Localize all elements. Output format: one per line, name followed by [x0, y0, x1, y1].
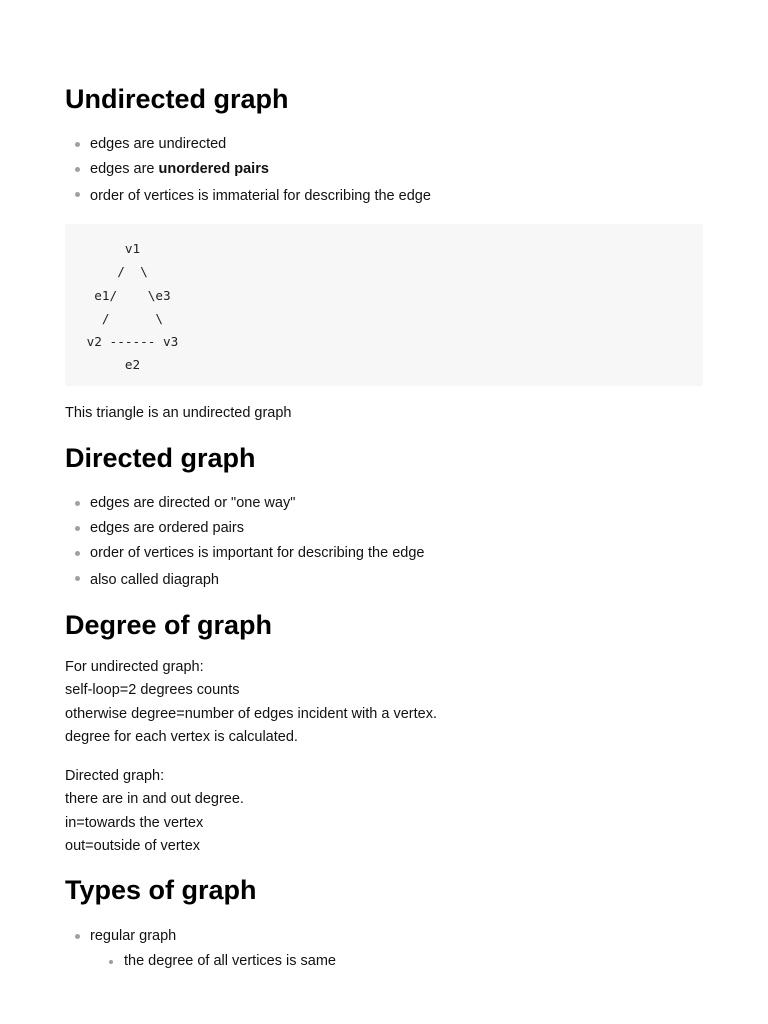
- list-item-text: edges are ordered pairs: [90, 520, 244, 536]
- bold-phrase: unordered pairs: [158, 161, 269, 177]
- diagram-caption: This triangle is an undirected graph: [65, 405, 292, 421]
- sub-list-item-text: the degree of all vertices is same: [124, 953, 336, 969]
- types-bullet-list: [65, 929, 336, 978]
- list-item-text: also called diagraph: [90, 572, 219, 588]
- list-item-text: order of vertices is important for describing the edge: [90, 545, 425, 561]
- list-item-text: regular graph: [90, 928, 177, 944]
- list-item-text: edges are directed or "one way": [90, 495, 296, 511]
- degree-undirected-paragraph: For undirected graph: self-loop=2 degrees counts otherwise degree=number of edges incident with a vertex. degree for each vertex is calculated.: [65, 659, 437, 745]
- degree-directed-paragraph: Directed graph: there are in and out degree. in=towards the vertex out=outside of vertex: [65, 768, 244, 854]
- heading-directed-graph: Directed graph: [65, 443, 256, 473]
- list-item: [65, 929, 336, 954]
- list-item: [65, 162, 431, 187]
- list-item: [65, 187, 431, 214]
- list-item-text: edges are undirected: [90, 136, 227, 152]
- list-item: [65, 521, 424, 546]
- heading-undirected-graph: Undirected graph: [65, 84, 289, 114]
- directed-bullet-list: [65, 496, 424, 598]
- triangle-graph-diagram: v1 / \ e1/ \e3 / \ v2 ------ v3 e2: [86, 241, 179, 373]
- list-item: [65, 496, 424, 521]
- code-block: [65, 224, 703, 386]
- list-item: [65, 546, 424, 571]
- heading-degree-of-graph: Degree of graph: [65, 610, 273, 640]
- list-item-text: edges are: [90, 161, 159, 177]
- list-item-text: order of vertices is immaterial for describing the edge: [90, 188, 431, 204]
- sub-list-item: [65, 954, 336, 978]
- undirected-bullet-list: [65, 137, 431, 214]
- heading-types-of-graph: Types of graph: [65, 875, 257, 905]
- list-item: [65, 137, 431, 162]
- list-item: [65, 571, 424, 598]
